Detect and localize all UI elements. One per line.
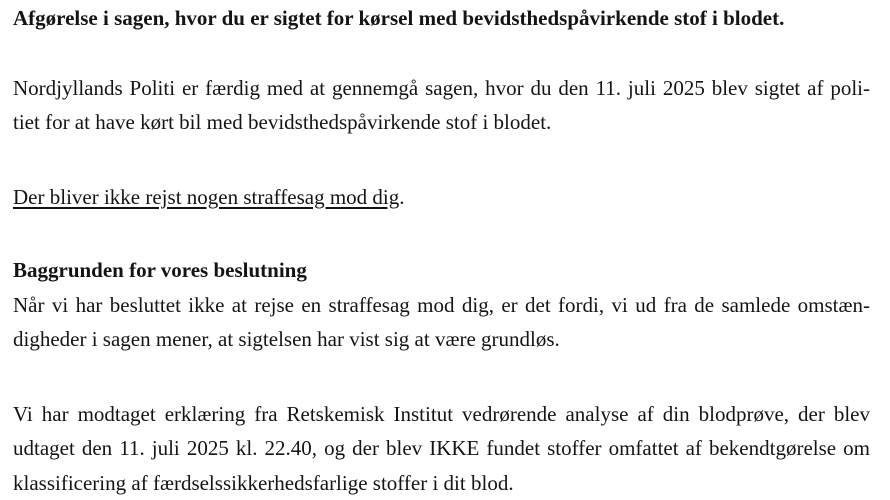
document-title: Afgørelse i sagen, hvor du er sigtet for kørsel med bevidsthedspåvirkende stof i blodet. — [13, 6, 785, 30]
intro-paragraph-line-2: tiet for at have kørt bil med bevidsthedspåvirkende stof i blodet. — [13, 110, 552, 134]
decision-trailing-period: . — [399, 184, 405, 209]
intro-paragraph — [13, 71, 870, 140]
lab-result-line-3: klassificering af færdselssikkerhedsfarlige stoffer i dit blod. — [13, 470, 514, 495]
background-paragraph-line-2: digheder i sagen mener, at sigtelsen har vist sig at være grundløs. — [13, 327, 560, 351]
lab-result-paragraph — [13, 397, 870, 500]
intro-paragraph-line-1: Nordjyllands Politi er færdig med at gennemgå sagen, hvor du den 11. juli 2025 blev sigtet af poli- — [13, 75, 870, 100]
background-paragraph-line-1: Når vi har besluttet ikke at rejse en straffesag mod dig, er det fordi, vi ud fra de samlede omstæn- — [13, 292, 870, 317]
decision-underlined-text: Der bliver ikke rejst nogen straffesag mod dig — [13, 184, 400, 209]
lab-result-line-1: Vi har modtaget erklæring fra Retskemisk Institut vedrørende analyse af din blodprøve, der blev — [13, 401, 870, 426]
background-section — [13, 253, 870, 357]
decision-statement — [13, 180, 870, 215]
lab-result-line-2: udtaget den 11. juli 2025 kl. 22.40, og der blev IKKE fundet stoffer omfattet af bekendtgørelse om — [13, 436, 870, 460]
background-section-heading: Baggrunden for vores beslutning — [13, 258, 307, 282]
